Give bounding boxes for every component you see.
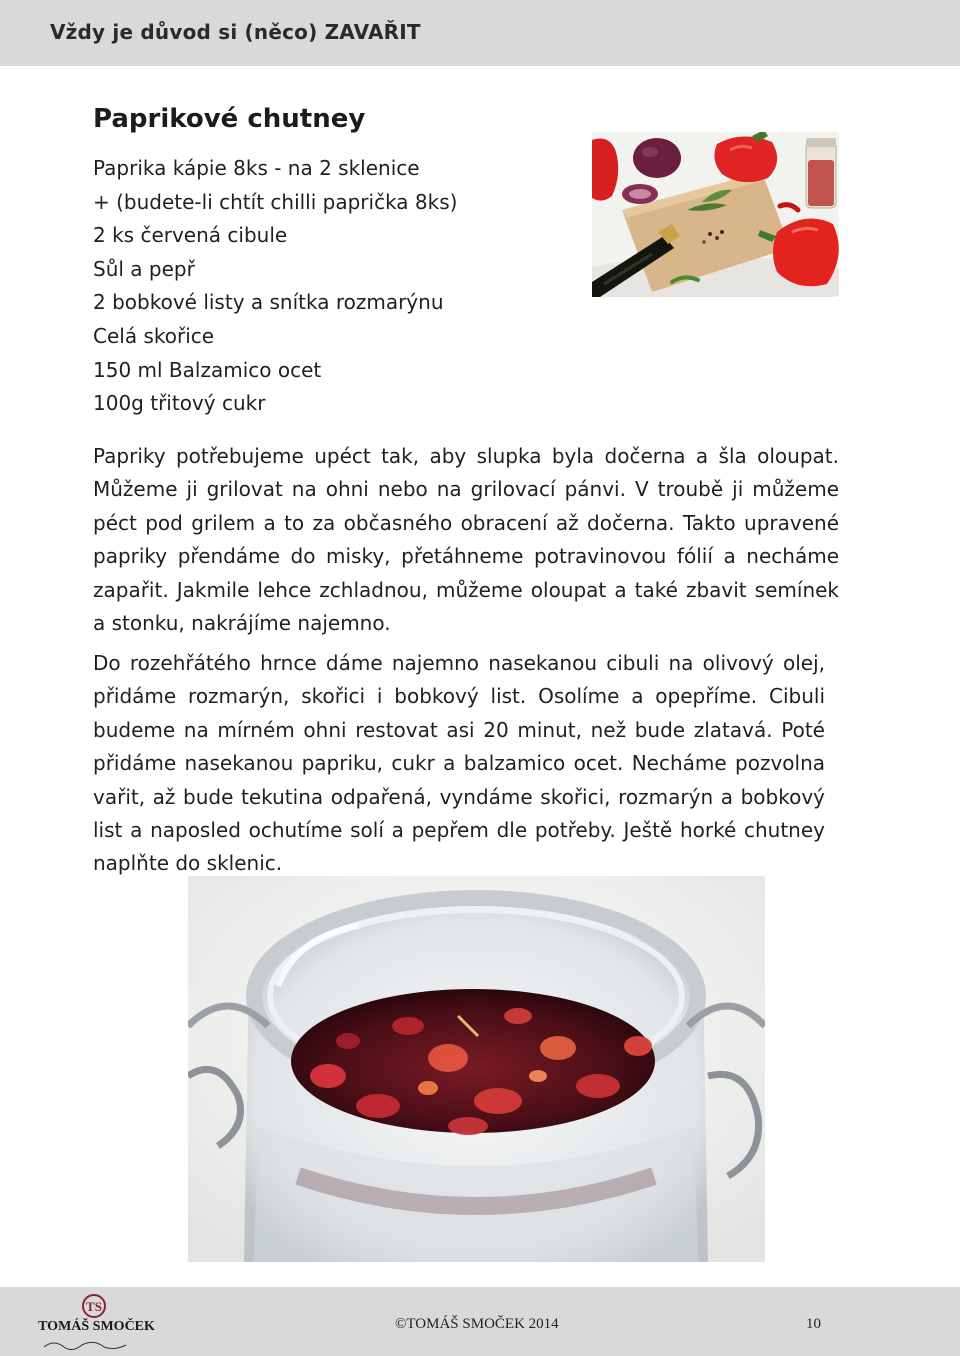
ingredient-list <box>93 152 457 421</box>
copyright-notice: ©TOMÁŠ SMOČEK 2014 <box>395 1316 559 1332</box>
ingredient-item: 2 bobkové listy a snítka rozmarýnu <box>93 290 444 315</box>
ingredient-item: Paprika kápie 8ks - na 2 sklenice <box>93 156 420 180</box>
ingredient-item: Sůl a pepř <box>93 256 195 281</box>
header-bar <box>0 0 960 66</box>
author-logo <box>24 1293 169 1353</box>
signature-icon <box>44 1342 126 1349</box>
instructions-paragraph-1: Papriky potřebujeme upéct tak, aby slupka byla dočerna a šla oloupat. Můžeme ji grilovat na ohni nebo na grilovací pánvi. V troubě ji můžeme péct pod grilem a to za občasného obracení až dočerna. Takto upravené papriky přendáme do misky, přetáhneme potravinovou fólií a necháme zapařit. Jakmile lehce zchladnou, můžeme oloupat a také zbavit semínek a stonku, nakrájíme najemno. <box>93 444 839 636</box>
ingredients-photo-art <box>592 132 839 297</box>
ingredient-item: 2 ks červená cibule <box>93 223 288 248</box>
ingredients-photo <box>592 132 839 297</box>
logo-name: TOMÁŠ SMOČEK <box>38 1319 155 1334</box>
logo-monogram: TS <box>86 1299 102 1314</box>
chutney-jar-photo <box>188 876 765 1262</box>
chutney-jar-photo-art <box>188 876 765 1262</box>
ingredient-item: + (budete-li chtít chilli paprička 8ks) <box>93 189 458 214</box>
ingredient-item: 150 ml Balzamico ocet <box>93 357 322 382</box>
page-number: 10 <box>806 1316 821 1332</box>
book-title: Vždy je důvod si (něco) ZAVAŘIT <box>50 20 421 44</box>
ingredient-item: 100g třitový cukr <box>93 391 266 416</box>
instructions-paragraph-2: Do rozehřátého hrnce dáme najemno nasekanou cibuli na olivový olej, přidáme rozmarýn, skořici i bobkový list. Osolíme a opepříme. Cibuli budeme na mírném ohni restovat asi 20 minut, než bude zlatavá. Poté přidáme nasekanou papriku, cukr a balzamico ocet. Necháme pozvolna vařit, až bude tekutina odpařená, vyndáme skořici, rozmarýn a bobkový list a naposled ochutíme solí a pepřem dle potřeby. Ještě horké chutney naplňte do sklenic. <box>93 651 825 876</box>
ingredient-item: Celá skořice <box>93 323 215 348</box>
recipe-title: Paprikové chutney <box>93 104 366 134</box>
